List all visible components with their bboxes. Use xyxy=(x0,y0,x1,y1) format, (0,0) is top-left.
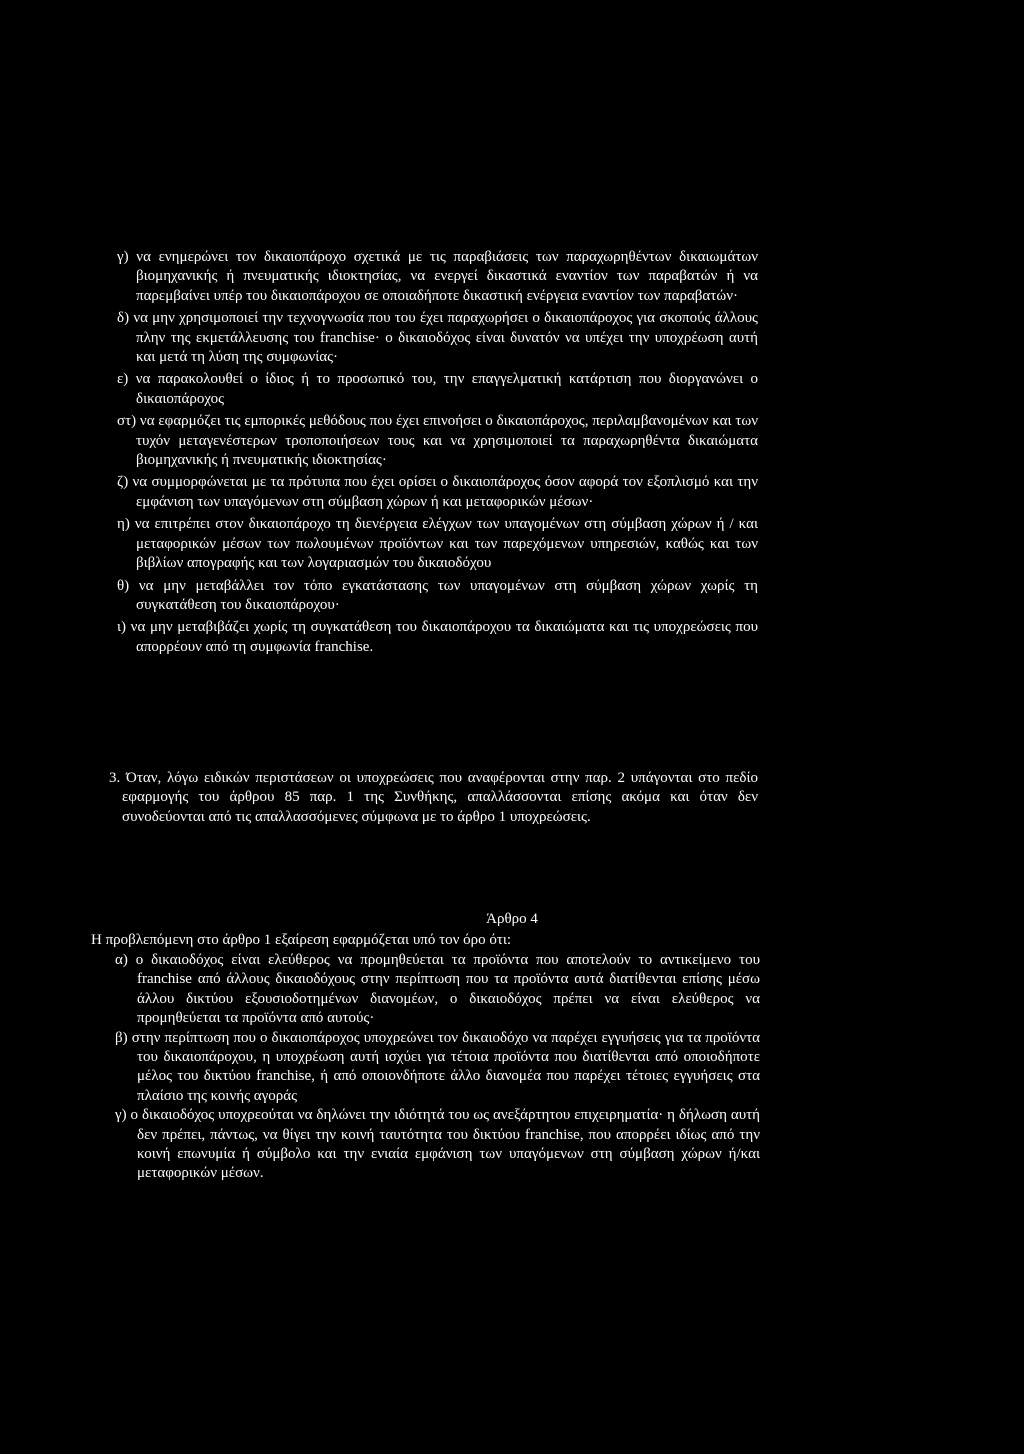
list-marker: η) xyxy=(117,516,130,533)
list-marker: γ) xyxy=(115,1107,127,1124)
list-text: να ενημερώνει τον δικαιοπάροχο σχετικά με τις παραβιάσεις των παραχωρηθέντων δικαιωμάτων βιομηχανικής ή πνευματικής ιδιοκτησίας, να ενεργεί δικαστικά εναντίον των παραβατών ή να παρεμβαίνει υπέρ του δικαιοπάροχου σε οποιαδήποτε δικαστική ενέργεια εναντίον των παραβατών· xyxy=(136,249,758,304)
list-marker: β) xyxy=(115,1029,128,1046)
list-text: να επιτρέπει στον δικαιοπάροχο τη διενέργεια ελέγχων των υπαγομένων στη σύμβαση χώρων ή / και μεταφορικών μέσων των πωλουμένων προϊόντων και των παρεχόμενων υπηρεσιών, καθώς και των βιβλίων απογραφής και των λογαριασμών του δικαιοδόχου xyxy=(134,516,759,572)
list-text: να μην μεταβάλλει τον τόπο εγκατάστασης των υπαγομένων στη σύμβαση χώρων χωρίς τη συγκατάθεση του δικαιοπάροχου· xyxy=(136,577,759,613)
list-item xyxy=(117,412,758,470)
paragraph-number: 3. xyxy=(109,770,121,786)
list-item xyxy=(115,951,760,1029)
list-text: να συμμορφώνεται με τα πρότυπα που έχει ορίσει ο δικαιοπάροχος όσον αφορά τον εξοπλισμό και την εμφάνιση των υπαγόμενων στη σύμβαση χώρων ή και μεταφορικών μέσων· xyxy=(132,474,758,510)
list-text: στην περίπτωση που ο δικαιοπάροχος υποχρεώνει τον δικαιοδόχο να παρέχει εγγυήσεις για τα προϊόντα του δικαιοπάροχου, η υποχρέωση αυτή ισχύει για τέτοια προϊόντα που διατίθενται από οποιοδήποτε μέλος του δικτύου franchise, ή από οποιονδήποτε άλλο διανομέα που παρέχει τέτοιες εγγυήσεις στα πλαίσιο της κοινής αγοράς xyxy=(131,1029,761,1104)
list-text: να μην μεταβιβάζει χωρίς τη συγκατάθεση του δικαιοπάροχου τα δικαιώματα και τις υποχρεώσεις που απορρέουν από τη συμφωνία franchise. xyxy=(130,619,758,655)
paragraph-3 xyxy=(109,769,758,827)
list-marker: γ) xyxy=(117,249,129,265)
list-text: ο δικαιοδόχος είναι ελεύθερος να προμηθεύεται τα προϊόντα που αποτελούν το αντικείμενο του franchise από άλλους δικαιοδόχους στην περίπτωση που τα προϊόντα αυτά διατίθενται επίσης μέσω άλλου δικτύου εξουσιοδοτημένων διανομέων, ο δικαιοδόχος πρέπει να είναι ελεύθερος να προμηθεύεται τα προϊόντα από αυτούς· xyxy=(135,952,760,1027)
article-intro: Η προβλεπόμενη στο άρθρο 1 εξαίρεση εφαρμόζεται υπό τον όρο ότι: xyxy=(91,932,512,948)
list-text: να εφαρμόζει τις εμπορικές μεθόδους που έχει επινοήσει ο δικαιοπάροχος, περιλαμβανομένων και των τυχόν μεταγενέστερων τροποποιήσεων τους και να χρησιμοποιεί τα παραχωρηθέντα δικαιώματα βιομηχανικής ή πνευματικής ιδιοκτησίας· xyxy=(136,413,758,469)
paragraph-text: Όταν, λόγω ειδικών περιστάσεων οι υποχρεώσεις που αναφέρονται στην παρ. 2 υπάγονται στο πεδίο εφαρμογής του άρθρου 85 παρ. 1 της Συνθήκης, απαλλάσσονται επίσης ακόμα και όταν δεν συνοδεύονται από τις απαλλασσόμενες σύμφωνα με το άρθρο 1 υποχρεώσεις. xyxy=(122,770,758,825)
list-item xyxy=(115,1106,760,1184)
list-marker: δ) xyxy=(117,310,130,327)
list-item xyxy=(117,370,758,409)
article-title: Άρθρο 4 xyxy=(486,911,538,927)
list-marker: θ) xyxy=(117,577,130,594)
list-item xyxy=(117,473,758,512)
list-item xyxy=(115,1029,760,1107)
list-marker: α) xyxy=(115,952,128,968)
list-text: ο δικαιοδόχος υποχρεούται να δηλώνει την ιδιότητά του ως ανεξάρτητου επιχειρηματία· η δήλωση αυτή δεν πρέπει, πάντως, να θίγει την κοινή ταυτότητα του δικτύου franchise, που απορρέει ιδίως από την κοινή επωνυμία ή σύμβολο και την ενιαία εμφάνιση των υπαγόμενων στη σύμβαση χώρων ή/και μεταφορικών μέσων. xyxy=(130,1107,760,1182)
list-text: να παρακολουθεί ο ίδιος ή το προσωπικό του, την επαγγελματική κατάρτιση που διοργανώνει ο δικαιοπάροχος xyxy=(135,371,759,407)
list-marker: στ) xyxy=(117,413,137,430)
list-text: να μην χρησιμοποιεί την τεχνογνωσία που του έχει παραχωρήσει ο δικαιοπάροχος για σκοπούς άλλους πλην της εκμετάλλευσης του franchise· ο δικαιοδόχος είναι δυνατόν να υπέχει την υποχρέωση αυτή και μετά τη λύση της συμφωνίας· xyxy=(133,310,758,366)
obligations-list xyxy=(117,248,758,657)
list-item xyxy=(117,309,758,367)
article-4-list xyxy=(115,951,760,1184)
list-item xyxy=(117,618,758,657)
list-item xyxy=(117,577,758,616)
list-item xyxy=(117,515,758,573)
list-marker: ζ) xyxy=(117,474,129,491)
list-marker: ι) xyxy=(117,619,127,636)
list-marker: ε) xyxy=(117,371,129,388)
list-item xyxy=(117,248,758,306)
numbered-paragraph xyxy=(109,769,758,827)
